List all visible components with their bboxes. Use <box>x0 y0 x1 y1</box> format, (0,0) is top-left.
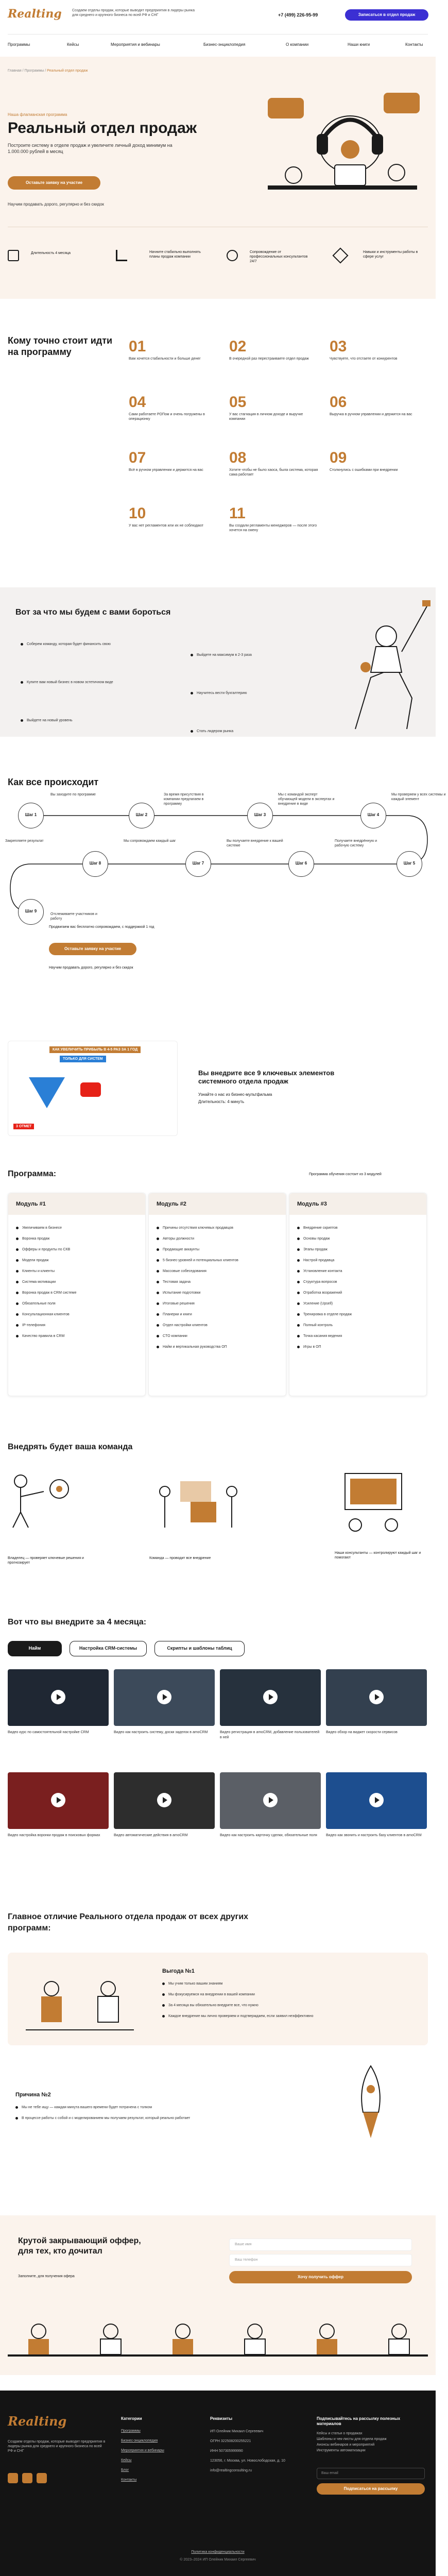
footer-subscribe-list <box>317 2432 425 2454</box>
footer-category-link[interactable]: Кейсы <box>121 2459 132 2462</box>
who-item <box>129 450 219 472</box>
footer-policy-link[interactable]: Политика конфиденциальности <box>191 2550 245 2554</box>
diff-item: Мы учим только вашим знаниям <box>162 1981 409 1987</box>
video-thumbnail[interactable] <box>114 1669 215 1726</box>
offer-phone-input[interactable]: Ваш телефон <box>229 2254 412 2266</box>
video-thumbnail[interactable] <box>220 1772 321 1829</box>
fight-item: Выйдете на максимум в 2-3 раза <box>191 652 345 658</box>
diff-item: Каждое внедрение мы лично проверяем и подтверждаем, если заявил неэффективно <box>162 2013 409 2019</box>
play-icon <box>80 1082 101 1097</box>
fight-item: Выйдете на новый уровень <box>21 718 175 723</box>
offer-illustration <box>8 2306 428 2367</box>
footer-subscribe-item: Шаблоны и чек-листы для отдела продаж <box>317 2437 387 2441</box>
rocket-illustration <box>322 2056 420 2146</box>
who-section <box>0 319 436 587</box>
who-item-text: У вас стагнация в личном доходе и выручке компании <box>229 413 303 421</box>
module-item: Отработка возражений <box>297 1290 421 1296</box>
implement-title: Вот что вы внедрите за 4 месяца: <box>8 1618 147 1626</box>
module-item: Качество правила в CRM <box>16 1333 140 1339</box>
module-item: Модели продаж <box>16 1258 140 1263</box>
video-thumbnail[interactable] <box>326 1772 427 1829</box>
footer-requisite: info@realtingconsulting.ru <box>210 2469 252 2472</box>
process-step-caption: За время присутствия в компании предлагаем в программу <box>164 793 204 806</box>
who-item-number: 10 <box>129 505 146 522</box>
process-step-1: Шаг 1 <box>18 803 44 828</box>
diff-item: Мы не тебе ищу — каждая минута вашего времени будет потрачена с толком <box>15 2105 263 2110</box>
play-icon[interactable] <box>157 1690 171 1704</box>
promo-video-stamp: 3 ОТМЕТ <box>13 1124 34 1129</box>
play-icon[interactable] <box>369 1690 384 1704</box>
who-item-number: 04 <box>129 394 146 411</box>
video-thumbnail[interactable] <box>114 1772 215 1829</box>
who-item-text: Сами работаете РОПом и очень погружены в операционку <box>129 413 205 421</box>
elements-section <box>0 1041 436 1149</box>
breadcrumb-programs[interactable]: Программы <box>24 69 44 73</box>
module-items <box>16 1225 140 1344</box>
who-item <box>330 450 420 472</box>
process-step-caption: Вы получаете внедрение к вашей системе <box>227 839 283 848</box>
module-item: CTO компании <box>157 1333 280 1339</box>
module-item: Настрой продавца <box>297 1258 421 1263</box>
process-step-3: Шаг 3 <box>247 803 273 828</box>
module-item: Воронка продаж <box>16 1236 140 1242</box>
who-item-text: Всё в ручном управлении и держится на вас <box>129 468 203 472</box>
tab-scripts[interactable]: Скрипты и шаблоны таблиц <box>154 1641 245 1656</box>
calendar-icon <box>8 250 19 261</box>
nav-item-encyclopedia[interactable]: Бизнес-энциклопедия <box>203 42 246 47</box>
program-title: Программа: <box>8 1170 57 1178</box>
footer-category-link[interactable]: Блог <box>121 2468 129 2472</box>
module-item: IP-телефония <box>16 1323 140 1328</box>
footer-requisites <box>210 2429 303 2478</box>
who-item-number: 02 <box>229 338 247 355</box>
who-item <box>229 506 319 533</box>
who-item-number: 03 <box>330 338 347 355</box>
offer-submit-button[interactable]: Хочу получить оффер <box>229 2271 412 2283</box>
module-item: Продающие аккаунты <box>157 1247 280 1252</box>
diff-card-1-title: Выгода №1 <box>162 1968 195 1974</box>
brand-tagline: Создаем отделы продаж, которые выводят предприятия в лидеры рынка для среднего и крупного бизнеса по всей РФ и СНГ <box>72 9 195 17</box>
module-item: Тренировка в отделе продаж <box>297 1312 421 1317</box>
team-command-illustration <box>149 1471 247 1538</box>
program-note: Программа обучения состоит из 3 модулей <box>309 1173 382 1176</box>
nav-item-contacts[interactable]: Контакты <box>405 42 423 47</box>
footer-category-link[interactable]: Мероприятия и вебинары <box>121 2449 164 2452</box>
youtube-icon[interactable] <box>37 2473 47 2483</box>
play-icon[interactable] <box>51 1793 65 1807</box>
who-item-text: Чувствуете, что отстаете от конкурентов <box>330 357 398 361</box>
footer-social <box>8 2473 64 2483</box>
module-item: Основы продаж <box>297 1236 421 1242</box>
who-item-number: 01 <box>129 338 146 355</box>
process-title: Как все происходит <box>8 777 99 787</box>
hero-section <box>0 57 436 299</box>
play-icon[interactable] <box>369 1793 384 1807</box>
promo-video-tag: ТОЛЬКО ДЛЯ СИСТЕМ <box>60 1056 106 1062</box>
nav-item-books[interactable]: Наши книги <box>348 42 370 47</box>
play-icon[interactable] <box>263 1690 278 1704</box>
implement-section <box>0 1613 436 1880</box>
footer-logo[interactable]: Realting <box>8 2414 67 2429</box>
hero-text: Построите систему в отделе продаж и увеличите личный доход минимум на 1.000.000 рублей в месяц <box>8 143 173 154</box>
module-card <box>148 1193 286 1396</box>
process-step-2: Шаг 2 <box>129 803 154 828</box>
video-caption: Видео курс по самостоятельной настройке CRM <box>8 1731 89 1734</box>
process-final-text: Продвигаем вас бесплатно сопровождаем, с поддержкой 1 год <box>49 925 154 929</box>
hero-title: Реальный отдел продаж <box>8 120 197 137</box>
video-caption: Видео настройка воронки продаж в поисковых формах <box>8 1834 100 1837</box>
process-step-9: Шаг 9 <box>18 899 44 925</box>
video-caption: Видео регистрация в amoCRM, добавление пользователей в ней <box>220 1731 320 1739</box>
who-item-number: 07 <box>129 449 146 466</box>
who-item <box>229 395 319 421</box>
who-title: Кому точно стоит идти на программу <box>8 335 113 357</box>
module-title: Модуль #3 <box>289 1193 426 1215</box>
footer-subscribe-item: Анонсы вебинаров и мероприятий <box>317 2443 375 2447</box>
tab-crm-setup[interactable]: Настройка CRM-системы <box>70 1641 147 1656</box>
who-item <box>229 339 319 361</box>
offer-title: Крутой закрывающий оффер, для тех, кто дочитал <box>18 2236 141 2256</box>
site-footer <box>0 2391 436 2576</box>
nav-item-events[interactable]: Мероприятия и вебинары <box>111 42 160 47</box>
feature-text: Длительность 4 месяца <box>31 251 71 255</box>
footer-tagline: Создаем отделы продаж, которые выводят предприятия в лидеры рынка для среднего и крупного бизнеса по всей РФ и СНГ <box>8 2440 106 2453</box>
site-header <box>0 0 436 57</box>
tab-hiring[interactable]: Найм <box>8 1641 62 1656</box>
play-icon[interactable] <box>51 1690 65 1704</box>
footer-category-link[interactable]: Контакты <box>121 2478 137 2482</box>
tools-icon <box>332 247 348 263</box>
diff-card-1 <box>8 1953 428 2045</box>
module-items <box>297 1225 421 1355</box>
nav-item-programs[interactable]: Программы <box>8 42 30 47</box>
footer-copyright: © 2023–2024 ИП Олейник Михаил Сергеевич <box>180 2558 256 2562</box>
module-item: Воронка продаж в CRM системе <box>16 1290 140 1296</box>
team-caption-2: Наши консультанты — контролируют каждый шаг и помогают <box>335 1551 421 1560</box>
module-item: Обязательные поля <box>16 1301 140 1307</box>
diff-card-2 <box>8 2056 428 2146</box>
feature-text: Начните стабильно выполнять планы продаж компании <box>149 250 201 259</box>
video-caption: Видео как настроить систему, доски заделок в amoCRM <box>114 1731 208 1734</box>
team-owner-illustration <box>8 1471 75 1528</box>
fight-section <box>0 587 436 737</box>
video-thumbnail[interactable] <box>8 1669 109 1726</box>
who-item <box>129 506 219 528</box>
nav-item-about[interactable]: О компании <box>286 42 309 47</box>
module-item: Усиление (Upsell) <box>297 1301 421 1307</box>
fight-title: Вот за что мы будем с вами бороться <box>15 608 171 617</box>
footer-categories <box>121 2429 193 2488</box>
feature-text: Сопровождение от профессиональных консультантов 24/7 <box>250 250 308 263</box>
footer-categories-title: Категории <box>121 2416 142 2421</box>
who-item <box>229 450 319 477</box>
who-item-text: Хотите чтобы не было хаоса, была система, которая сама работает <box>229 468 318 477</box>
footer-subscribe-button[interactable]: Подписаться на рассылку <box>317 2483 425 2495</box>
video-caption: Видео автоматические действия в amoCRM <box>114 1834 188 1837</box>
header-phone[interactable]: +7 (499) 226-95-99 <box>278 12 318 18</box>
hero-subtext: Научим продавать дорого, регулярно и без скидок <box>8 202 104 207</box>
module-item: 5 бизнес-уровней и потенциальных клиентов <box>157 1258 280 1263</box>
video-caption: Видео как звонить и настроить базу клиентов в amoCRM <box>326 1834 422 1837</box>
process-step-caption: Мы с командой эксперт обучающей модели в экспертах и внедрение в виде <box>278 793 335 806</box>
video-caption: Видео обзор на виджет скорости сервисов <box>326 1731 398 1734</box>
diff-title: Главное отличие Реального отдела продаж от всех других программ: <box>8 1912 249 1933</box>
module-item: Офферы и продукты по СКВ <box>16 1247 140 1252</box>
module-item: Внедрение скриптов <box>297 1225 421 1231</box>
module-item: Найм и вертикальная руководства ОП <box>157 1344 280 1350</box>
brand-logo[interactable]: Realting <box>8 7 62 21</box>
diff-item: За 4 месяца вы обязательно внедрите все, что нужно <box>162 2003 409 2008</box>
module-item: Система мотивации <box>16 1279 140 1285</box>
team-consultants-illustration <box>335 1468 412 1540</box>
footer-requisite: ОГРН 322508200255221 <box>210 2439 251 2443</box>
video-thumbnail[interactable] <box>8 1772 109 1829</box>
header-divider <box>8 34 428 35</box>
breadcrumb-current: Реальный отдел продаж <box>47 69 88 73</box>
video-caption: Видео как настроить карточку сделки, обязательные поля <box>220 1834 317 1837</box>
module-item: Увеличиваем в бизнесе <box>16 1225 140 1231</box>
who-item-text: Столкнулись с ошибками при внедрении <box>330 468 398 472</box>
footer-requisite: ИНН 507305999990 <box>210 2449 243 2453</box>
team-section <box>0 1432 436 1582</box>
footer-category-link[interactable]: Бизнес-энциклопедия <box>121 2439 158 2443</box>
promo-video[interactable] <box>8 1041 178 1136</box>
vk-icon[interactable] <box>8 2473 18 2483</box>
footer-category-link[interactable]: Программы <box>121 2429 141 2433</box>
module-item: Планерки и книги <box>157 1312 280 1317</box>
process-step-caption: Закрепляете результат <box>5 839 44 843</box>
module-items <box>157 1225 280 1355</box>
module-item: Испытание подготовки <box>157 1290 280 1296</box>
who-item-text: В очередной раз перестраиваете отдел продаж <box>229 357 309 361</box>
main-nav <box>8 40 428 50</box>
module-title: Модуль #1 <box>8 1193 145 1215</box>
who-item <box>330 395 420 417</box>
process-apply-button[interactable]: Оставьте заявку на участие <box>49 943 136 955</box>
footer-subscribe-item: Кейсы и статьи о продажах <box>317 2432 363 2435</box>
who-item-text: Выручка в ручном управлении и держится на вас <box>330 413 412 416</box>
footer-requisite: ИП Олейник Михаил Сергеевич <box>210 2430 264 2433</box>
diff-section <box>0 1901 436 2210</box>
who-item-number: 06 <box>330 394 347 411</box>
module-item: Итоговые решения <box>157 1301 280 1307</box>
team-title: Внедрять будет ваша команда <box>8 1443 133 1451</box>
who-item-text: Вы создали регламенты менеджеров — после этого хочется на смену <box>229 524 317 532</box>
who-item-number: 09 <box>330 449 347 466</box>
fight-item: Научитесь вести бухгалтерию <box>191 690 345 696</box>
elements-title: Вы внедрите все 9 ключевых элементов системного отдела продаж <box>198 1069 335 1085</box>
who-item-number: 11 <box>229 505 246 522</box>
who-item-text: Вам хочется стабильности и больше денег <box>129 357 201 361</box>
team-caption-0: Владелец — проверяет ключевые решения и прогнозирует <box>8 1556 84 1565</box>
process-step-caption: Вы заходите по программе <box>50 793 96 796</box>
telegram-icon[interactable] <box>22 2473 32 2483</box>
knight-illustration <box>335 595 433 734</box>
module-item: Консультационная клиентов <box>16 1312 140 1317</box>
process-step-caption: Мы проверяем у всех системы и каждый элемент <box>391 793 446 801</box>
process-subtext: Научим продавать дорого, регулярно и без скидок <box>49 966 133 970</box>
diff-card-2-list <box>15 2105 263 2126</box>
module-item: Тестовая задача <box>157 1279 280 1285</box>
module-item: Массовые собеседования <box>157 1268 280 1274</box>
diff-card-1-illustration <box>15 1958 144 2040</box>
process-step-caption: Отслеживаете участников и работу <box>50 912 97 921</box>
header-cta-button[interactable]: Записаться в отдел продаж <box>345 9 428 21</box>
footer-requisites-title: Реквизиты <box>210 2416 233 2421</box>
people-icon <box>227 250 238 261</box>
process-step-caption: Мы сопровождаем каждый шаг <box>124 839 176 843</box>
process-step-8: Шаг 8 <box>82 851 108 877</box>
footer-subscribe-item: Инструменты автоматизации <box>317 2449 366 2452</box>
diff-item: В процессе работы с собой и с моделированием мы получаем результат, который реально работает <box>15 2115 263 2121</box>
offer-section <box>0 2215 436 2375</box>
fight-item: Стать лидером рынка <box>191 728 345 734</box>
module-item: Авторы должности <box>157 1236 280 1242</box>
play-icon[interactable] <box>263 1793 278 1807</box>
who-item <box>129 339 219 361</box>
hero-eyebrow: Наша флагманская программа <box>8 112 67 117</box>
diff-card-2-title: Причина №2 <box>15 2092 51 2098</box>
promo-video-badge: КАК УВЕЛИЧИТЬ ПРИБЫЛЬ В 4-5 РАЗ ЗА 1 ГОД <box>49 1046 141 1053</box>
process-step-4: Шаг 4 <box>360 803 386 828</box>
process-step-6: Шаг 6 <box>288 851 314 877</box>
module-item: Клиенты и клиенты <box>16 1268 140 1274</box>
module-card <box>289 1193 427 1396</box>
module-item: Игры в ОП <box>297 1344 421 1350</box>
elements-text: Узнайте о нас из бизнес-мультфильма <box>198 1092 272 1097</box>
module-item: Точка касания ведения <box>297 1333 421 1339</box>
process-section <box>0 762 446 1041</box>
hero-illustration <box>257 82 427 222</box>
funnel-icon <box>29 1077 65 1108</box>
diff-item: Мы фокусируемся на внедрении в вашей компании <box>162 1992 409 1997</box>
growth-icon <box>116 250 127 261</box>
footer-email-input[interactable]: Ваш email <box>317 2468 425 2479</box>
breadcrumb: Главная / Программы / Реальный отдел продаж <box>8 69 88 73</box>
video-thumbnail[interactable] <box>326 1669 427 1726</box>
footer-subscribe-title: Подписывайтесь на рассылку полезных материалов <box>317 2416 401 2426</box>
process-step-7: Шаг 7 <box>185 851 211 877</box>
process-step-5: Шаг 5 <box>397 851 422 877</box>
feature-text: Навыки и инструменты работы в сфере услуг <box>363 250 418 259</box>
diff-card-1-list <box>162 1981 409 2024</box>
video-thumbnail[interactable] <box>220 1669 321 1726</box>
play-icon[interactable] <box>157 1793 171 1807</box>
module-item: Структура вопросов <box>297 1279 421 1285</box>
module-item: Причины отсутствия ключевых продавцов <box>157 1225 280 1231</box>
fight-item: Соберем команду, которая будет финансить свою <box>21 641 175 647</box>
who-item <box>129 395 219 421</box>
module-item: Отдел настройки клиентов <box>157 1323 280 1328</box>
footer-requisite: 123056, г. Москва, ул. Новослободская, д. 10 <box>210 2459 285 2463</box>
nav-item-cases[interactable]: Кейсы <box>67 42 79 47</box>
module-item: Этапы продаж <box>297 1247 421 1252</box>
team-caption-1: Команда — проводит все внедрение <box>149 1556 211 1560</box>
fight-item: Купите вам новый бизнес в новом эстетичном виде <box>21 680 175 685</box>
elements-duration: Длительность: 4 минуть <box>198 1099 245 1104</box>
who-item-number: 08 <box>229 449 247 466</box>
program-section <box>0 1164 436 1412</box>
process-step-caption: Получаете внедрённую и рабочую систему <box>335 839 377 848</box>
who-item-text: У вас нет регламентов или их не соблюдают <box>129 524 204 528</box>
module-title: Модуль #2 <box>149 1193 286 1215</box>
breadcrumb-home[interactable]: Главная <box>8 69 22 73</box>
module-item: Установление контакта <box>297 1268 421 1274</box>
module-card <box>8 1193 146 1396</box>
hero-apply-button[interactable]: Оставьте заявку на участие <box>8 176 100 190</box>
offer-text: Заполните, для получения офера <box>18 2275 75 2278</box>
who-item <box>330 339 420 361</box>
offer-name-input[interactable]: Ваше имя <box>229 2239 412 2251</box>
module-item: Полный контроль <box>297 1323 421 1328</box>
who-item-number: 05 <box>229 394 247 411</box>
